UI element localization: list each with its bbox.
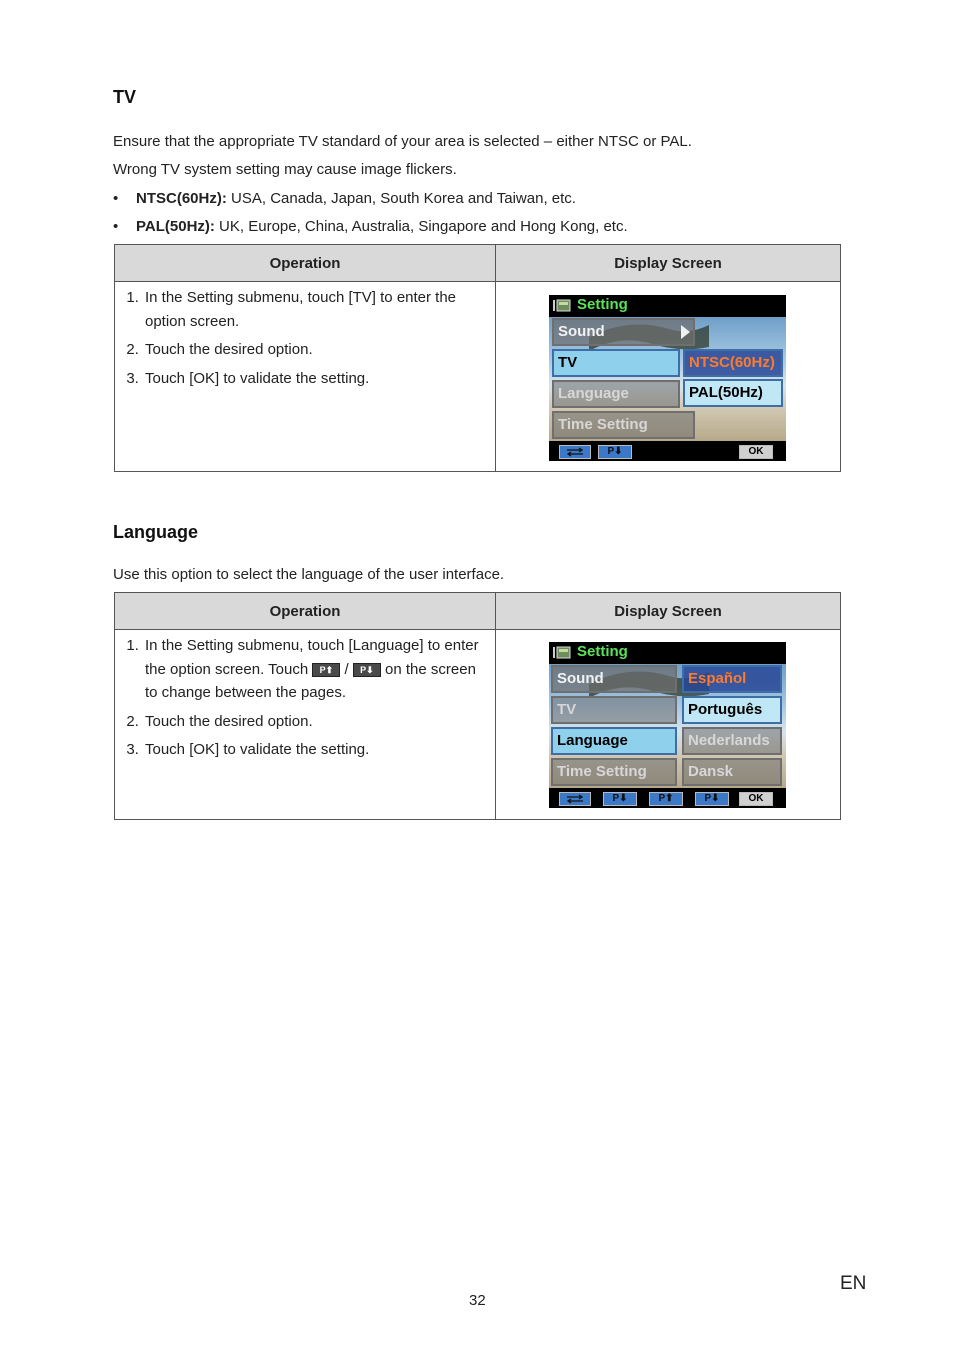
tv-step-1: 1. In the Setting submenu, touch [TV] to enter the option screen. xyxy=(143,286,487,333)
return-arrow-icon xyxy=(565,447,585,457)
tv-screen-bottom-bar xyxy=(549,443,786,461)
language-step-2: 2. Touch the desired option. xyxy=(143,710,487,734)
language-intro: Use this option to select the language of the user interface. xyxy=(113,566,505,583)
bullet-ntsc-text: USA, Canada, Japan, South Korea and Taiwan, etc. xyxy=(226,190,576,207)
language-steps-cell xyxy=(115,630,496,820)
back-button[interactable] xyxy=(559,445,591,459)
language-step-3: 3. Touch [OK] to validate the setting. xyxy=(143,738,487,762)
tv-menu-tv[interactable]: TV xyxy=(552,349,680,377)
bullet-pal-text: UK, Europe, China, Australia, Singapore and Hong Kong, etc. xyxy=(214,218,628,235)
tv-intro-2: Wrong TV system setting may cause image flickers. xyxy=(113,161,457,178)
page-down-icon: P⬇ xyxy=(353,663,381,677)
return-arrow-icon xyxy=(565,794,585,804)
language-menu-sound[interactable]: Sound xyxy=(551,665,677,693)
bullet-pal-term: PAL(50Hz): xyxy=(136,218,215,235)
language-menu-time-setting[interactable]: Time Setting xyxy=(551,758,677,786)
submenu-arrow-icon xyxy=(681,325,690,339)
page-up-icon: P⬆ xyxy=(312,663,340,677)
language-screen-title: Setting xyxy=(577,643,628,660)
tv-intro-1: Ensure that the appropriate TV standard of your area is selected – either NTSC or PAL. xyxy=(113,133,692,150)
tv-steps-list xyxy=(115,282,495,390)
back-button[interactable] xyxy=(559,792,591,806)
tv-steps-cell xyxy=(115,282,496,472)
language-heading: Language xyxy=(113,522,199,542)
tv-heading: TV xyxy=(113,87,137,107)
tv-option-pal[interactable]: PAL(50Hz) xyxy=(683,379,783,407)
language-menu-language[interactable]: Language xyxy=(551,727,677,755)
tv-step-3: 3. Touch [OK] to validate the setting. xyxy=(143,367,487,391)
bullet-ntsc-term: NTSC(60Hz): xyxy=(136,190,227,207)
tv-col-display: Display Screen xyxy=(496,245,841,282)
language-screen-bottom-bar xyxy=(549,790,786,808)
tv-menu-time-setting[interactable]: Time Setting xyxy=(552,411,695,439)
page-number: 32 xyxy=(469,1292,486,1309)
language-option-portugues[interactable]: Português xyxy=(682,696,782,724)
tv-menu-language[interactable]: Language xyxy=(552,380,680,408)
language-col-display: Display Screen xyxy=(496,593,841,630)
language-steps-list xyxy=(115,630,495,762)
tv-screen-title: Setting xyxy=(577,296,628,313)
tv-page-down-button[interactable]: P⬇ xyxy=(598,445,632,459)
language-page-up-button[interactable]: P⬆ xyxy=(649,792,683,806)
language-screen-title-bar xyxy=(549,642,786,664)
bullet-pal: • PAL(50Hz): UK, Europe, China, Australia, Singapore and Hong Kong, etc. xyxy=(113,218,628,235)
language-menu-tv[interactable]: TV xyxy=(551,696,677,724)
tv-menu-sound[interactable]: Sound xyxy=(552,318,695,346)
tv-ok-button[interactable]: OK xyxy=(739,445,773,459)
language-option-nederlands[interactable]: Nederlands xyxy=(682,727,782,755)
setting-tools-icon xyxy=(553,298,571,312)
language-col-operation: Operation xyxy=(115,593,496,630)
language-step-1: 1. In the Setting submenu, touch [Language] to enter the option screen. Touch P⬆ / P⬇ on the screen to change between the pages. xyxy=(143,634,487,705)
bullet-ntsc: • NTSC(60Hz): USA, Canada, Japan, South Korea and Taiwan, etc. xyxy=(113,190,576,207)
language-page-down-button[interactable]: P⬇ xyxy=(603,792,637,806)
language-code: EN xyxy=(840,1273,867,1294)
tv-col-operation: Operation xyxy=(115,245,496,282)
language-page-down-button-2[interactable]: P⬇ xyxy=(695,792,729,806)
tv-screen-title-bar xyxy=(549,295,786,317)
language-option-dansk[interactable]: Dansk xyxy=(682,758,782,786)
tv-camera-screen xyxy=(549,295,786,461)
language-option-espanol[interactable]: Español xyxy=(682,665,782,693)
language-camera-screen xyxy=(549,642,786,808)
tv-option-ntsc[interactable]: NTSC(60Hz) xyxy=(683,349,783,377)
tv-step-2: 2. Touch the desired option. xyxy=(143,338,487,362)
setting-tools-icon xyxy=(553,645,571,659)
language-ok-button[interactable]: OK xyxy=(739,792,773,806)
